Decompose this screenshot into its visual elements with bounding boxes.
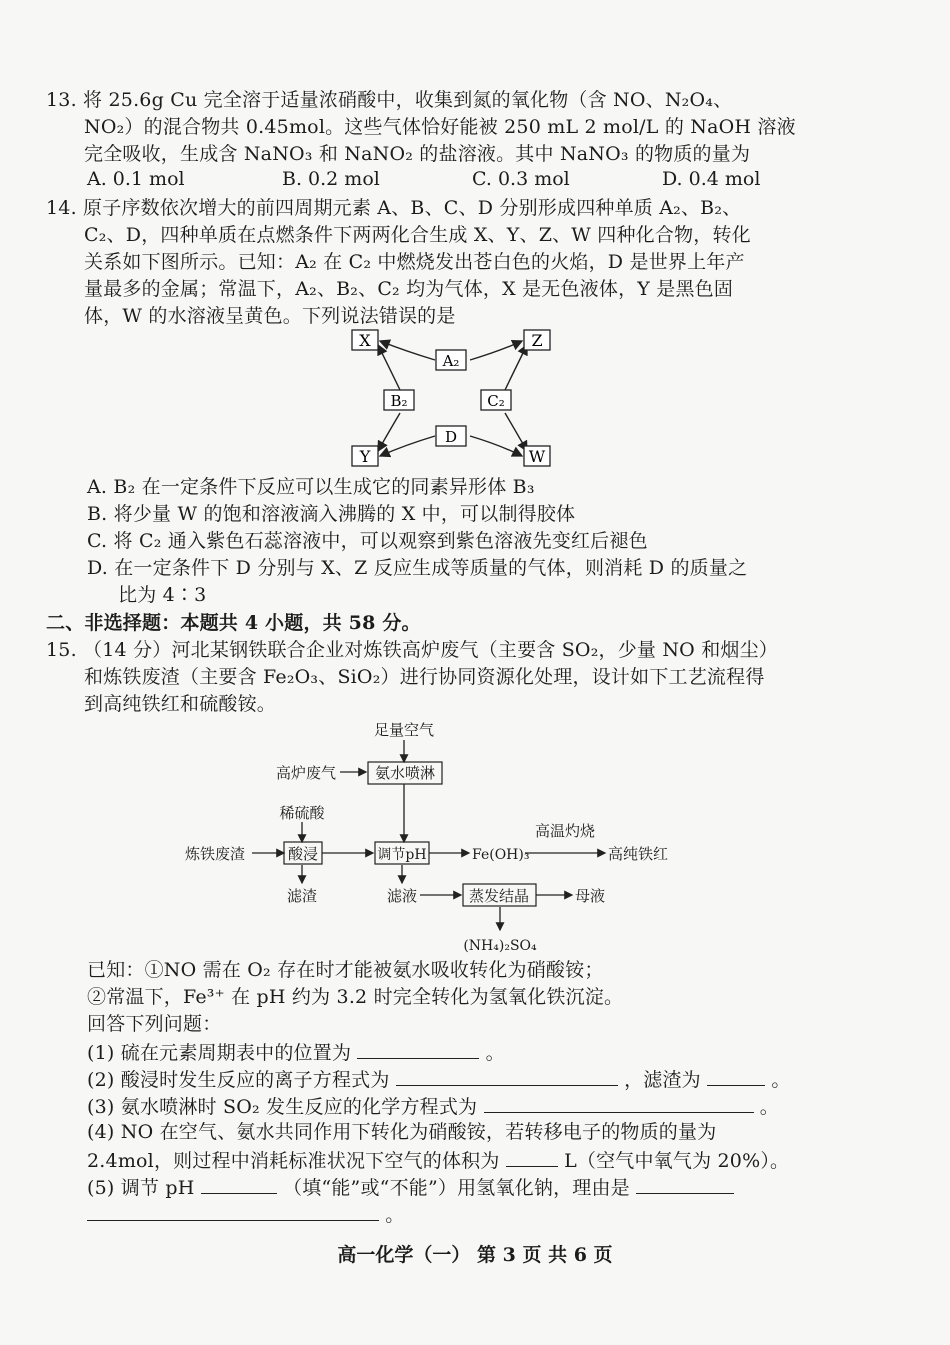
answer-blank-3[interactable] bbox=[484, 1092, 754, 1113]
flow-feoh: Fe(OH)₃ bbox=[472, 847, 530, 863]
answer-blank-2b[interactable] bbox=[707, 1065, 765, 1086]
q15-flowchart bbox=[180, 718, 690, 958]
q14-line-3: 关系如下图所示。已知：A₂ 在 C₂ 中燃烧发出苍白色的火焰，D 是世界上年产 bbox=[84, 251, 745, 273]
answer-blank-1[interactable] bbox=[357, 1038, 479, 1059]
diagram-box-z bbox=[524, 330, 550, 350]
flow-residue: 滤渣 bbox=[286, 887, 318, 905]
svg-text:X: X bbox=[359, 331, 371, 350]
sub-question-2: (2) 酸浸时发生反应的离子方程式为 ，滤渣为 。 bbox=[87, 1065, 791, 1093]
sub-question-4-cont: 2.4mol，则过程中消耗标准状况下空气的体积为 L（空气中氧气为 20%）。 bbox=[87, 1146, 789, 1174]
diagram-box-c2 bbox=[481, 390, 511, 410]
diagram-box-d bbox=[436, 426, 466, 446]
known-2: ②常温下，Fe³⁺ 在 pH 约为 3.2 时完全转化为氢氧化铁沉淀。 bbox=[87, 986, 624, 1008]
sub-question-5-cont: 。 bbox=[87, 1200, 404, 1228]
sub-question-4: (4) NO 在空气、氨水共同作用下转化为硝酸铵，若转移电子的物质的量为 bbox=[87, 1121, 717, 1143]
answer-prompt: 回答下列问题： bbox=[87, 1013, 222, 1035]
svg-text:Z: Z bbox=[531, 331, 543, 350]
answer-blank-5a[interactable] bbox=[201, 1173, 277, 1194]
flow-calcine: 高温灼烧 bbox=[534, 822, 596, 840]
q14-diagram bbox=[340, 323, 565, 473]
flow-filtrate: 滤液 bbox=[386, 887, 418, 905]
q13-line-1: 13. 将 25.6g Cu 完全溶于适量浓硝酸中，收集到氮的氧化物（含 NO、N₂O₄、 bbox=[46, 89, 733, 111]
section-heading: 二、非选择题：本题共 4 小题，共 58 分。 bbox=[46, 612, 421, 634]
q13-option-b: B. 0.2 mol bbox=[282, 168, 380, 190]
q15-line-1: 15. （14 分）河北某钢铁联合企业对炼铁高炉废气（主要含 SO₂，少量 NO 和烟尘） bbox=[46, 639, 779, 661]
flow-evap: 蒸发结晶 bbox=[468, 887, 530, 905]
flow-ammonium: (NH₄)₂SO₄ bbox=[463, 938, 537, 954]
q14-option-d: D. 在一定条件下 D 分别与 X、Z 反应生成等质量的气体，则消耗 D 的质量之 bbox=[87, 557, 748, 579]
svg-text:D: D bbox=[444, 428, 458, 446]
q14-line-5: 体，W 的水溶液呈黄色。下列说法错误的是 bbox=[84, 305, 456, 327]
q14-line-2: C₂、D，四种单质在点燃条件下两两化合生成 X、Y、Z、W 四种化合物，转化 bbox=[84, 224, 751, 246]
q13-option-c: C. 0.3 mol bbox=[472, 168, 570, 190]
q15-line-3: 到高纯铁红和硫酸铵。 bbox=[84, 693, 277, 715]
answer-blank-4[interactable] bbox=[506, 1146, 558, 1167]
q14-line-1: 14. 原子序数依次增大的前四周期元素 A、B、C、D 分别形成四种单质 A₂、B₂、 bbox=[46, 197, 742, 219]
q14-option-a: A. B₂ 在一定条件下反应可以生成它的同素异形体 B₃ bbox=[87, 476, 535, 498]
answer-blank-5b[interactable] bbox=[636, 1173, 734, 1194]
page-footer: 高一化学（一） 第 3 页 共 6 页 bbox=[337, 1244, 613, 1266]
q14-line-4: 量最多的金属；常温下，A₂、B₂、C₂ 均为气体，X 是无色液体，Y 是黑色固 bbox=[84, 278, 734, 300]
flow-red: 高纯铁红 bbox=[608, 845, 669, 863]
svg-text:B₂: B₂ bbox=[390, 392, 408, 410]
flow-adjust: 调节pH bbox=[377, 847, 427, 863]
svg-text:W: W bbox=[528, 447, 546, 466]
diagram-box-y bbox=[352, 446, 378, 466]
diagram-box-a2 bbox=[436, 350, 466, 370]
flow-mother: 母液 bbox=[575, 887, 606, 905]
flow-gas: 高炉废气 bbox=[276, 764, 337, 782]
diagram-box-b2 bbox=[384, 390, 414, 410]
svg-text:Y: Y bbox=[359, 447, 371, 466]
answer-blank-5c[interactable] bbox=[87, 1200, 379, 1221]
q15-line-2: 和炼铁废渣（主要含 Fe₂O₃、SiO₂）进行协同资源化处理，设计如下工艺流程得 bbox=[84, 666, 765, 688]
q14-option-d-cont: 比为 4∶3 bbox=[118, 584, 207, 606]
q13-line-2: NO₂）的混合物共 0.45mol。这些气体恰好能被 250 mL 2 mol/L 的 NaOH 溶液 bbox=[84, 116, 796, 138]
q13-option-d: D. 0.4 mol bbox=[662, 168, 761, 190]
sub-question-3: (3) 氨水喷淋时 SO₂ 发生反应的化学方程式为 。 bbox=[87, 1092, 779, 1120]
q14-option-c: C. 将 C₂ 通入紫色石蕊溶液中，可以观察到紫色溶液先变红后褪色 bbox=[87, 530, 648, 552]
sub-question-5: (5) 调节 pH （填“能”或“不能”）用氢氧化钠，理由是 bbox=[87, 1173, 734, 1201]
svg-text:A₂: A₂ bbox=[442, 352, 460, 370]
flow-slag: 炼铁废渣 bbox=[185, 845, 246, 863]
flow-acid: 稀硫酸 bbox=[279, 804, 325, 822]
flow-spray: 氨水喷淋 bbox=[374, 764, 436, 782]
diagram-box-x bbox=[352, 330, 378, 350]
answer-blank-2a[interactable] bbox=[396, 1065, 618, 1086]
svg-text:C₂: C₂ bbox=[487, 392, 505, 410]
q13-line-3: 完全吸收，生成含 NaNO₃ 和 NaNO₂ 的盐溶液。其中 NaNO₃ 的物质的量为 bbox=[84, 143, 751, 165]
diagram-box-w bbox=[524, 446, 550, 466]
known-1: 已知：①NO 需在 O₂ 存在时才能被氨水吸收转化为硝酸铵； bbox=[87, 959, 604, 981]
flow-air: 足量空气 bbox=[373, 721, 435, 739]
q13-option-a: A. 0.1 mol bbox=[87, 168, 185, 190]
sub-question-1: (1) 硫在元素周期表中的位置为 。 bbox=[87, 1038, 505, 1066]
q14-option-b: B. 将少量 W 的饱和溶液滴入沸腾的 X 中，可以制得胶体 bbox=[87, 503, 576, 525]
flow-leach: 酸浸 bbox=[287, 845, 319, 863]
